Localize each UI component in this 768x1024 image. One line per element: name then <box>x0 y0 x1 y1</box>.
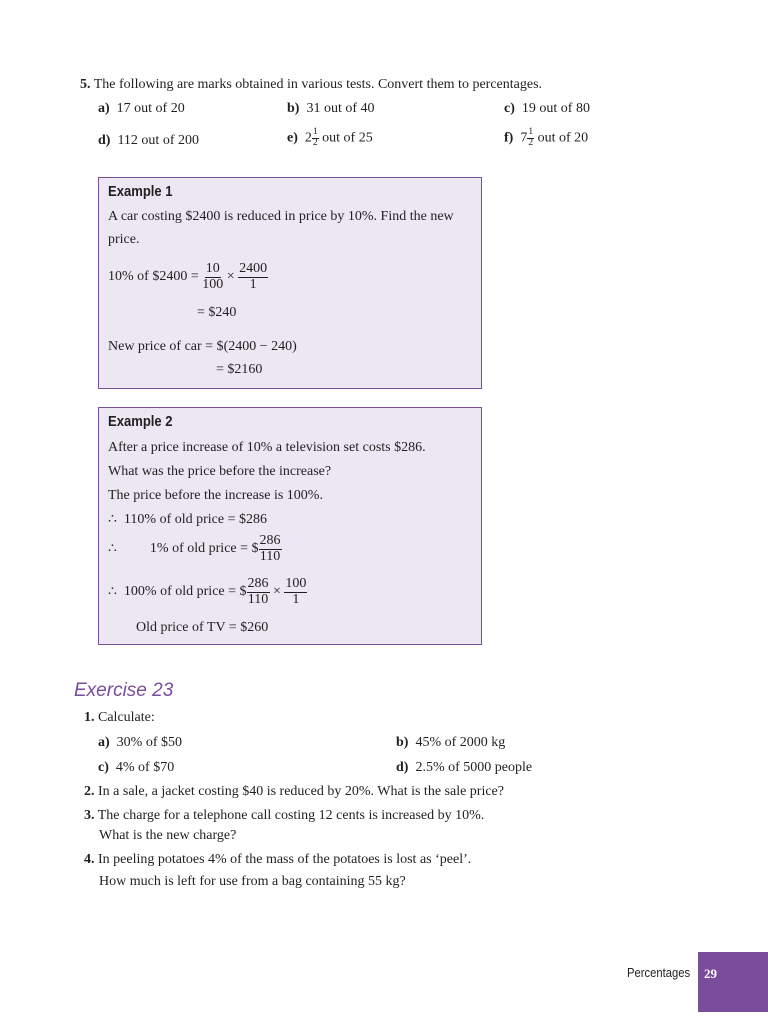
denominator: 2 <box>528 137 534 148</box>
question-number: 2. <box>84 784 95 799</box>
numerator: 286 <box>247 576 269 591</box>
page-number: 29 <box>704 966 717 981</box>
page-number-tab <box>698 952 768 1012</box>
part-label: b) <box>287 101 300 116</box>
calculation-result: = $2160 <box>216 362 263 377</box>
therefore-symbol: ∴ <box>108 584 117 600</box>
q5-part-c <box>504 101 590 117</box>
question-text: In a sale, a jacket costing $40 is reduced by 20%. What is the sale price? <box>98 784 504 799</box>
step-line <box>108 511 267 528</box>
question-5 <box>80 77 542 93</box>
question-text: The following are marks obtained in various tests. Convert them to percentages. <box>93 77 543 92</box>
q1-part-d <box>396 760 532 776</box>
example-1-box <box>98 177 482 389</box>
calculation-result: = $240 <box>197 305 237 320</box>
new-price-line <box>108 339 297 355</box>
exercise-question-4 <box>84 852 471 868</box>
numerator: 2400 <box>239 261 268 276</box>
question-text: In peeling potatoes 4% of the mass of the potatoes is lost as ‘peel’. <box>98 852 472 867</box>
part-label: e) <box>287 130 298 146</box>
q5-part-f <box>504 128 588 149</box>
step-text: 110% of old price = $286 <box>123 512 267 527</box>
fraction <box>259 534 282 564</box>
denominator: 110 <box>259 548 281 564</box>
part-text: 2.5% of 5000 people <box>415 760 533 775</box>
fraction <box>202 262 223 292</box>
section-label: Percentages <box>626 966 690 980</box>
exercise-question-2 <box>84 784 504 800</box>
part-label: b) <box>396 735 409 750</box>
numerator: 1 <box>528 127 534 137</box>
denominator: 110 <box>247 591 269 607</box>
calc-lhs: New price of car = $ <box>108 339 224 354</box>
times-sign: × <box>273 584 281 600</box>
fraction <box>284 577 307 607</box>
q1-part-b <box>396 735 505 751</box>
part-label: a) <box>98 735 110 750</box>
step-line <box>108 534 282 564</box>
part-text: 112 out of 200 <box>117 133 199 148</box>
part-text: 19 out of 80 <box>521 101 590 116</box>
numerator: 1 <box>312 127 318 137</box>
part-text: 17 out of 20 <box>116 101 185 116</box>
part-label: d) <box>98 133 111 148</box>
part-label: a) <box>98 101 110 116</box>
q1-part-c <box>98 760 174 776</box>
numerator: 286 <box>259 533 281 548</box>
step-text: 100% of old price = $ <box>123 584 247 600</box>
part-label: c) <box>504 101 515 116</box>
question-number: 4. <box>84 852 95 867</box>
fraction <box>238 262 268 292</box>
example-text-line: A car costing $2400 is reduced in price by 10%. Find the new <box>108 209 454 224</box>
numerator: 10 <box>205 261 220 276</box>
part-label: c) <box>98 760 109 775</box>
example-text-line: What was the price before the increase? <box>108 464 332 479</box>
q5-part-d <box>98 133 199 149</box>
denominator: 1 <box>292 591 300 607</box>
example-2-box <box>98 407 482 645</box>
therefore-symbol: ∴ <box>108 541 117 557</box>
question-text: The charge for a telephone call costing 12 cents is increased by 10%. <box>97 808 485 823</box>
q5-part-a <box>98 101 185 117</box>
question-text-continuation: How much is left for use from a bag containing 55 kg? <box>99 874 406 889</box>
therefore-symbol: ∴ <box>108 512 117 527</box>
calc-expression: (2400 − 240) <box>223 339 297 354</box>
part-label: d) <box>396 760 409 775</box>
q5-part-e <box>287 128 373 149</box>
question-text: Calculate: <box>98 710 155 725</box>
times-sign: × <box>226 269 235 285</box>
denominator: 2 <box>312 137 318 148</box>
part-label: f) <box>504 130 514 146</box>
fraction <box>527 128 534 149</box>
q5-part-b <box>287 101 375 117</box>
part-text: out of 20 <box>537 130 589 146</box>
example-text-line: price. <box>108 232 140 247</box>
part-text: 31 out of 40 <box>306 101 375 116</box>
fraction <box>312 128 319 149</box>
exercise-title: Exercise 23 <box>74 680 174 701</box>
part-text: 30% of $50 <box>116 735 182 750</box>
exercise-question-1 <box>84 710 155 726</box>
example-text-line: After a price increase of 10% a television set costs $286. <box>108 440 426 455</box>
question-number: 5. <box>80 77 91 92</box>
example-text-line: The price before the increase is 100%. <box>108 488 323 503</box>
step-line <box>108 577 307 607</box>
mixed-whole: 2 <box>304 130 312 146</box>
denominator: 1 <box>249 276 257 292</box>
part-text: out of 25 <box>322 130 373 146</box>
calc-lhs: 10% of $2400 = <box>108 269 199 285</box>
fraction <box>247 577 270 607</box>
mixed-whole: 7 <box>520 130 528 146</box>
denominator: 100 <box>202 276 224 292</box>
part-text: 45% of 2000 kg <box>415 735 506 750</box>
calculation-line <box>108 262 268 292</box>
example-title: Example 1 <box>108 184 173 200</box>
q1-part-a <box>98 735 182 751</box>
question-text-continuation: What is the new charge? <box>99 828 237 843</box>
example-title: Example 2 <box>108 414 173 430</box>
exercise-question-3 <box>84 808 484 824</box>
numerator: 100 <box>285 576 307 591</box>
step-line: Old price of TV = $260 <box>136 620 269 635</box>
step-text: 1% of old price = $ <box>149 541 259 557</box>
part-text: 4% of $70 <box>115 760 175 775</box>
question-number: 3. <box>84 808 95 823</box>
question-number: 1. <box>84 710 95 725</box>
